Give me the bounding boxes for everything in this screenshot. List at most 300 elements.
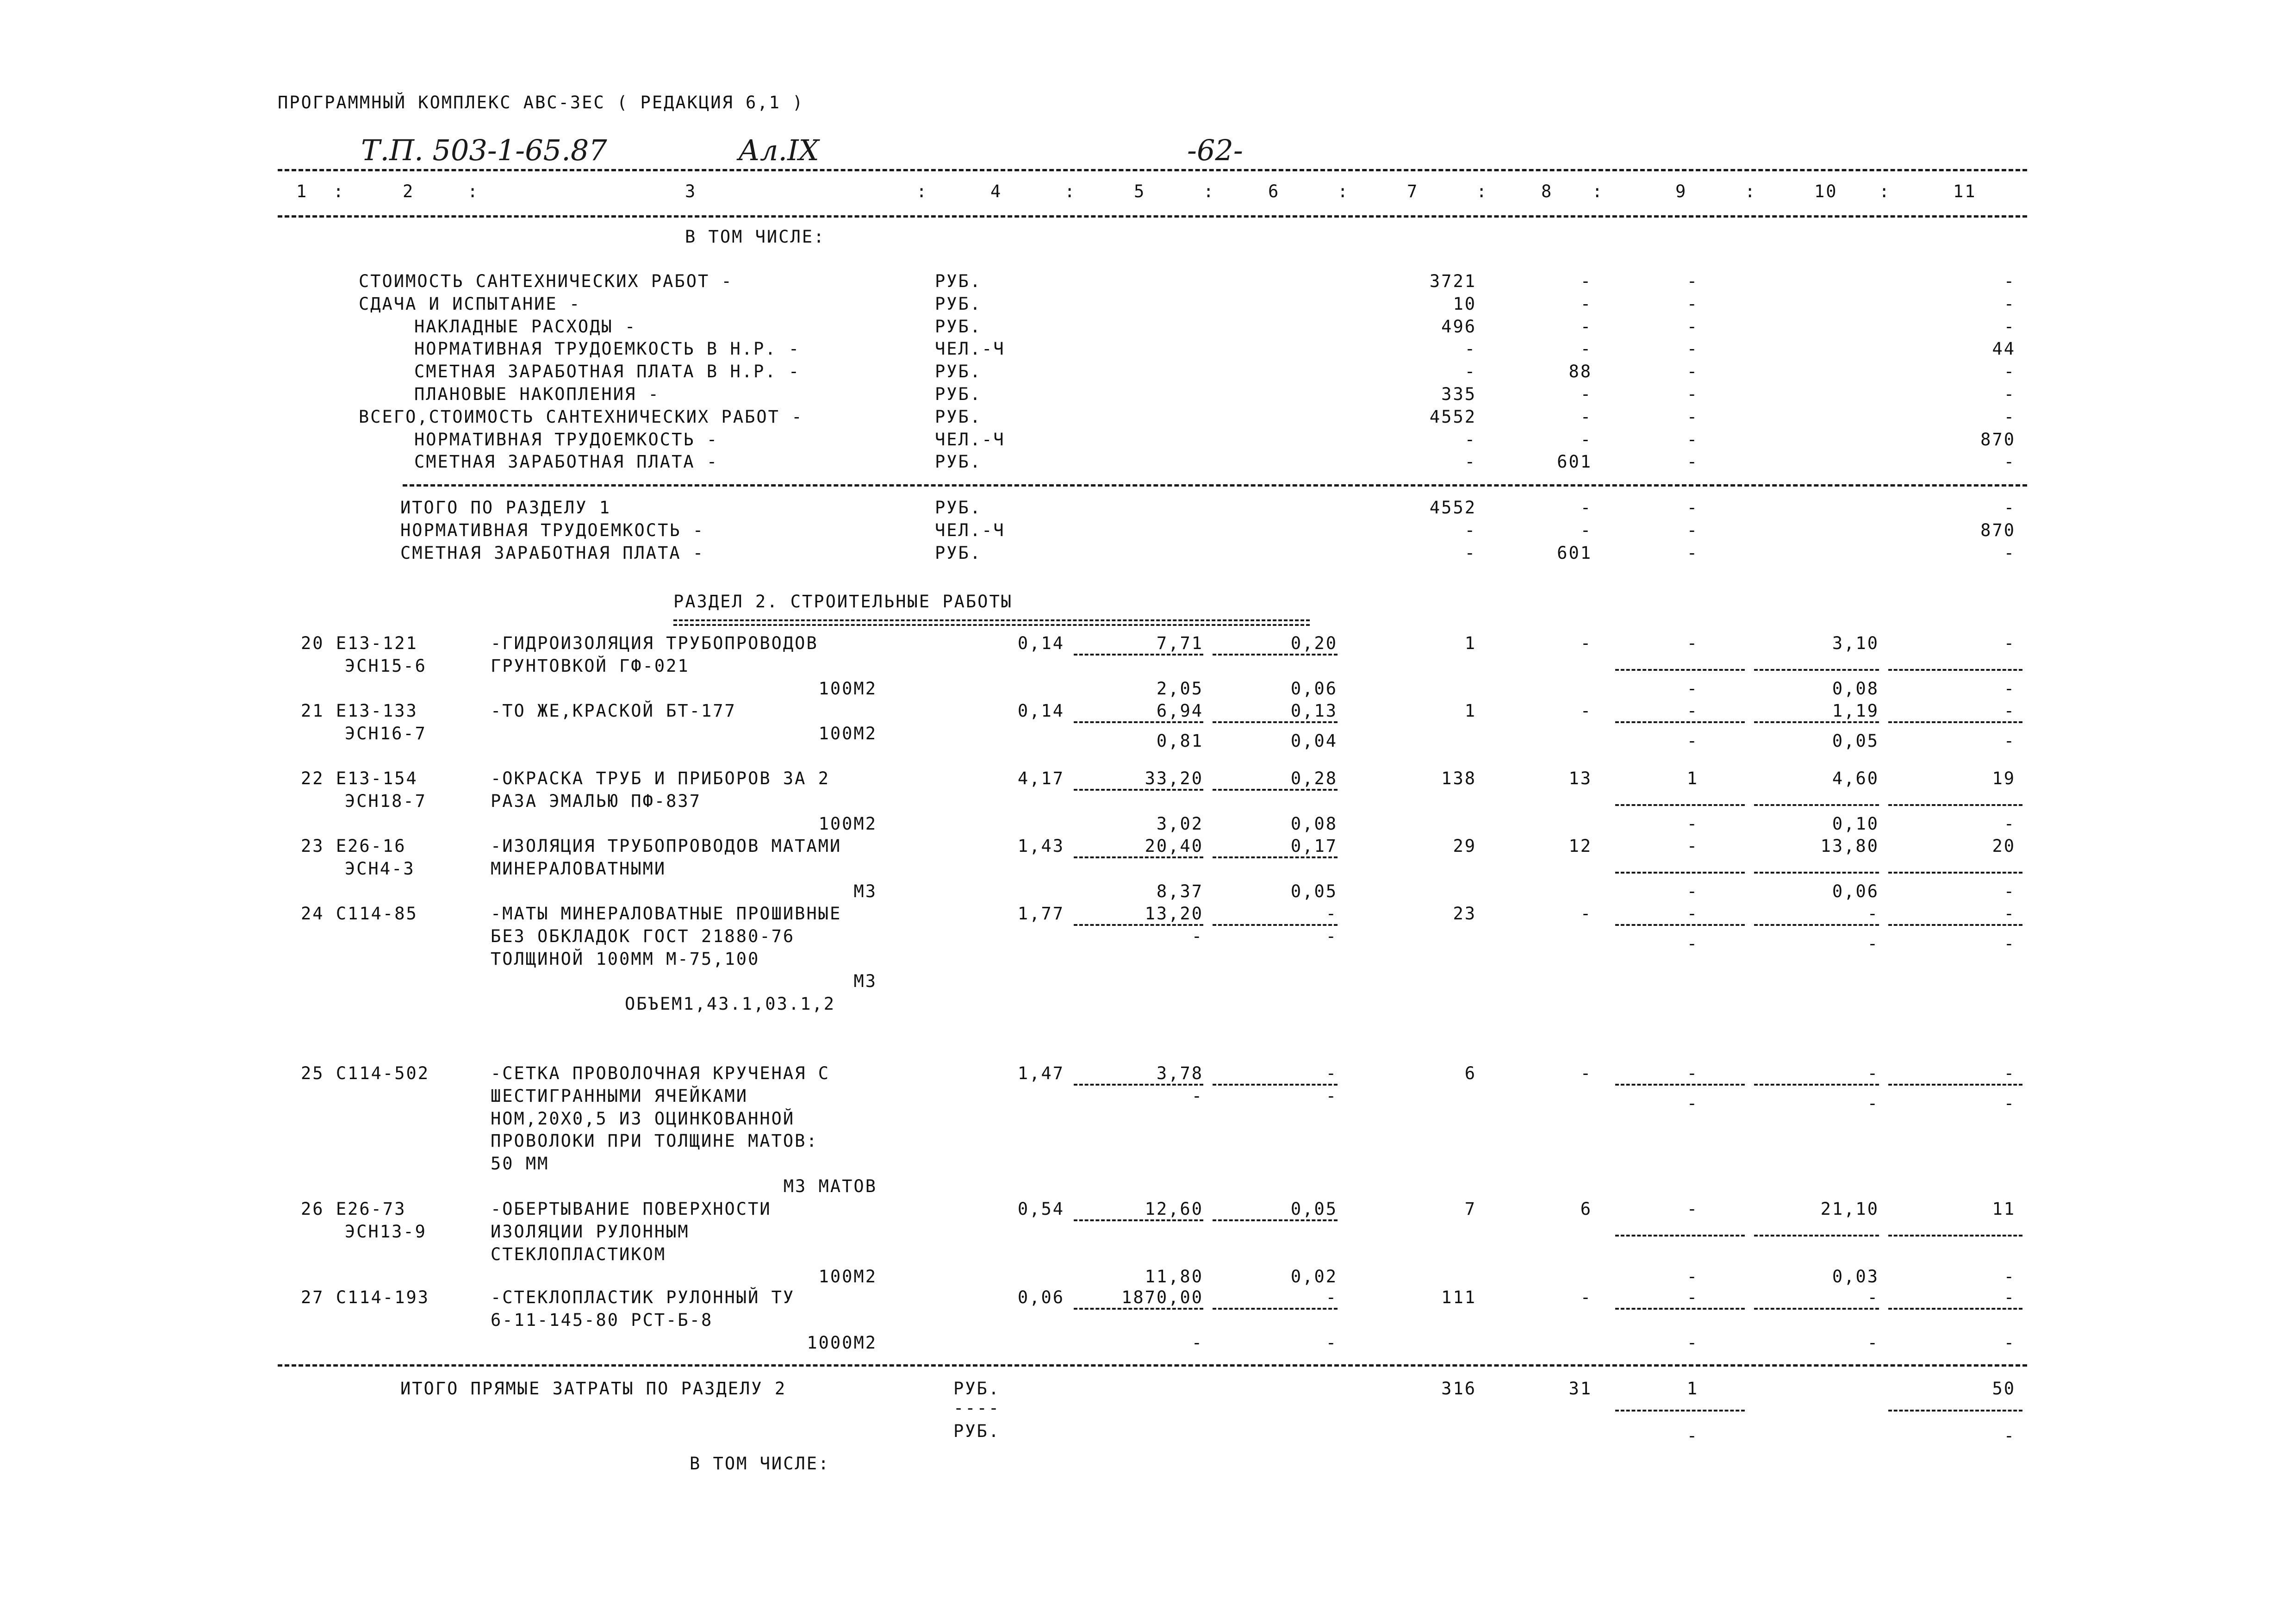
row-col7: - <box>1464 339 1476 359</box>
item-col5-secondary: - <box>1191 926 1203 946</box>
item-col8: - <box>1580 701 1592 721</box>
item-col7: 1 <box>1464 701 1476 721</box>
section2-total-unit: РУБ. <box>953 1379 1001 1399</box>
total-col9: - <box>1686 498 1699 518</box>
total-col8: 601 <box>1557 543 1592 563</box>
column-separator: : <box>1338 181 1350 201</box>
item-col10: 13,80 <box>1820 836 1879 856</box>
row-label: СДАЧА И ИСПЫТАНИЕ - <box>359 294 581 314</box>
item-unit: 100М2 <box>818 813 877 834</box>
item-col11-secondary: - <box>2004 881 2016 901</box>
item-description: -ОКРАСКА ТРУБ И ПРИБОРОВ ЗА 2 <box>491 768 830 788</box>
sub-rule-col9 <box>1615 1308 1745 1310</box>
item-col11: 20 <box>1992 836 2016 856</box>
item-description: -ГИДРОИЗОЛЯЦИЯ ТРУБОПРОВОДОВ <box>491 633 818 653</box>
item-col9-secondary: - <box>1686 881 1699 901</box>
column-header-11: 11 <box>1953 181 1977 201</box>
item-col6-secondary: 0,02 <box>1290 1267 1338 1287</box>
item-col5: 1870,00 <box>1121 1287 1203 1307</box>
item-col11: 19 <box>1992 768 2016 788</box>
item-col6-secondary: 0,04 <box>1290 731 1338 751</box>
row-unit: ЧЕЛ.-Ч <box>935 339 1005 359</box>
sub-rule-col10 <box>1754 669 1879 671</box>
sub-rule-col10 <box>1754 1235 1879 1237</box>
row-label: СТОИМОСТЬ САНТЕХНИЧЕСКИХ РАБОТ - <box>359 271 733 291</box>
item-col9: - <box>1686 1287 1699 1307</box>
item-col5: 12,60 <box>1145 1199 1203 1219</box>
item-col5: 3,78 <box>1156 1063 1203 1083</box>
column-separator: : <box>1592 181 1604 201</box>
item-description: БЕЗ ОБКЛАДОК ГОСТ 21880-76 <box>491 926 795 946</box>
sub-rule-col11 <box>1888 872 2022 874</box>
sub-rule-col5 <box>1074 1219 1203 1221</box>
item-description: -СЕТКА ПРОВОЛОЧНАЯ КРУЧЕНАЯ С <box>491 1063 830 1083</box>
total-col8: - <box>1580 520 1592 540</box>
sub-rule-col6 <box>1213 924 1338 926</box>
total-label: СМЕТНАЯ ЗАРАБОТНАЯ ПЛАТА - <box>400 543 705 563</box>
item-code: 27 С114-193 <box>301 1287 430 1307</box>
row-col7: 496 <box>1441 316 1476 337</box>
section2-total-col8: 31 <box>1568 1379 1592 1399</box>
column-header-8: 8 <box>1541 181 1553 201</box>
column-header-4: 4 <box>990 181 1002 201</box>
section2-total-rule <box>278 1364 2027 1367</box>
item-col10-secondary: 0,10 <box>1832 813 1879 834</box>
sub-rule-col10 <box>1754 804 1879 806</box>
item-col11-secondary: - <box>2004 1332 2016 1353</box>
item-code2: ЭСН18-7 <box>345 791 427 811</box>
item-col6: 0,17 <box>1290 836 1338 856</box>
item-col9: - <box>1686 701 1699 721</box>
column-separator: : <box>467 181 479 201</box>
column-header-10: 10 <box>1814 181 1838 201</box>
item-col7: 7 <box>1464 1199 1476 1219</box>
header-bottom-rule <box>278 215 2027 218</box>
row-col11: - <box>2004 294 2016 314</box>
sub-rule-col9 <box>1615 872 1745 874</box>
item-col5: 33,20 <box>1145 768 1203 788</box>
row-col9: - <box>1686 362 1699 382</box>
item-col9-secondary: - <box>1686 933 1699 954</box>
item-col4: 0,14 <box>1017 633 1064 653</box>
item-col6: - <box>1325 904 1338 924</box>
item-col11: 11 <box>1992 1199 2016 1219</box>
program-line: ПРОГРАММНЫЙ КОМПЛЕКС АВС-3ЕС ( РЕДАКЦИЯ 6,1 ) <box>278 93 804 112</box>
item-col10-secondary: - <box>1867 1332 1879 1353</box>
row-label: НОРМАТИВНАЯ ТРУДОЕМКОСТЬ В Н.Р. - <box>414 339 801 359</box>
row-col7: 335 <box>1441 384 1476 404</box>
item-col11-secondary: - <box>2004 1093 2016 1113</box>
item-col10-secondary: - <box>1867 933 1879 954</box>
item-col4: 4,17 <box>1017 768 1064 788</box>
total-col7: 4552 <box>1429 498 1476 518</box>
sub-rule-col9 <box>1615 721 1745 723</box>
item-col6: 0,05 <box>1290 1199 1338 1219</box>
item-col11-secondary: - <box>2004 731 2016 751</box>
item-col4: 1,77 <box>1017 904 1064 924</box>
total-col11: 870 <box>1980 520 2016 540</box>
item-col6-secondary: - <box>1325 1332 1338 1353</box>
row-unit: РУБ. <box>935 294 982 314</box>
item-code2: ЭСН13-9 <box>345 1221 427 1242</box>
row-col11: - <box>2004 452 2016 472</box>
item-col9: - <box>1686 836 1699 856</box>
item-col10-secondary: 0,06 <box>1832 881 1879 901</box>
sub-rule-col6 <box>1213 1084 1338 1086</box>
item-col5-secondary: 2,05 <box>1156 678 1203 699</box>
section2-total-rule-col11 <box>1888 1410 2022 1412</box>
item-col11-secondary: - <box>2004 1267 2016 1287</box>
sub-rule-col5 <box>1074 789 1203 791</box>
section2-total-col9: 1 <box>1686 1379 1699 1399</box>
row-col9: - <box>1686 384 1699 404</box>
row-unit: РУБ. <box>935 384 982 404</box>
total-col7: - <box>1464 520 1476 540</box>
row-col8: - <box>1580 406 1592 427</box>
header-top-rule <box>278 169 2027 171</box>
sub-rule-col9 <box>1615 1084 1745 1086</box>
row-col7: 4552 <box>1429 406 1476 427</box>
sub-rule-col5 <box>1074 924 1203 926</box>
column-separator: : <box>916 181 928 201</box>
item-col10-secondary: - <box>1867 1093 1879 1113</box>
item-col10: 4,60 <box>1832 768 1879 788</box>
section1-total-rule <box>403 484 2027 487</box>
sub-rule-col10 <box>1754 872 1879 874</box>
item-code2: ЭСН16-7 <box>345 723 427 743</box>
row-col8: - <box>1580 294 1592 314</box>
item-col5-secondary: - <box>1191 1332 1203 1353</box>
item-description: НОМ,20Х0,5 ИЗ ОЦИНКОВАННОЙ <box>491 1108 795 1129</box>
item-code: 25 С114-502 <box>301 1063 430 1083</box>
sub-rule-col5 <box>1074 1308 1203 1310</box>
item-description: ИЗОЛЯЦИИ РУЛОННЫМ <box>491 1221 690 1242</box>
item-col10-secondary: 0,05 <box>1832 731 1879 751</box>
item-col7: 29 <box>1453 836 1476 856</box>
section2-total-col9-secondary: - <box>1686 1426 1699 1446</box>
item-col6-secondary: 0,06 <box>1290 678 1338 699</box>
sub-rule-col9 <box>1615 1235 1745 1237</box>
section2-total-label: ИТОГО ПРЯМЫЕ ЗАТРАТЫ ПО РАЗДЕЛУ 2 <box>400 1379 787 1399</box>
row-unit: РУБ. <box>935 406 982 427</box>
row-col11: - <box>2004 316 2016 337</box>
sub-rule-col5 <box>1074 856 1203 858</box>
section2-total-col7: 316 <box>1441 1379 1476 1399</box>
item-description: ШЕСТИГРАННЫМИ ЯЧЕЙКАМИ <box>491 1086 748 1106</box>
page-number: -62- <box>1187 133 1243 167</box>
row-col7: - <box>1464 452 1476 472</box>
column-header-5: 5 <box>1134 181 1146 201</box>
sub-rule-col11 <box>1888 1084 2022 1086</box>
sub-rule-col10 <box>1754 721 1879 723</box>
item-col9: - <box>1686 904 1699 924</box>
column-header-9: 9 <box>1675 181 1687 201</box>
item-col10: 3,10 <box>1832 633 1879 653</box>
sub-rule-col6 <box>1213 1219 1338 1221</box>
sub-rule-col11 <box>1888 804 2022 806</box>
item-col8: 6 <box>1580 1199 1592 1219</box>
item-col5: 20,40 <box>1145 836 1203 856</box>
item-code: 22 Е13-154 <box>301 768 418 788</box>
column-header-7: 7 <box>1407 181 1419 201</box>
total-col7: - <box>1464 543 1476 563</box>
row-col9: - <box>1686 429 1699 450</box>
sub-rule-col6 <box>1213 654 1338 656</box>
item-col6: 0,13 <box>1290 701 1338 721</box>
row-col11: - <box>2004 271 2016 291</box>
sub-rule-col6 <box>1213 721 1338 723</box>
item-col8: - <box>1580 904 1592 924</box>
item-col10: - <box>1867 904 1879 924</box>
total-col8: - <box>1580 498 1592 518</box>
item-description: ПРОВОЛОКИ ПРИ ТОЛЩИНЕ МАТОВ: <box>491 1131 818 1151</box>
item-description: -МАТЫ МИНЕРАЛОВАТНЫЕ ПРОШИВНЫЕ <box>491 904 842 924</box>
item-description: -СТЕКЛОПЛАСТИК РУЛОННЫЙ ТУ <box>491 1287 795 1307</box>
row-col8: - <box>1580 271 1592 291</box>
item-col4: 0,14 <box>1017 701 1064 721</box>
item-col6-secondary: - <box>1325 1086 1338 1106</box>
item-col10-secondary: 0,08 <box>1832 678 1879 699</box>
item-description: ГРУНТОВКОЙ ГФ-021 <box>491 656 690 676</box>
item-volume: ОБЪЕМ1,43.1,03.1,2 <box>625 994 835 1014</box>
row-col9: - <box>1686 406 1699 427</box>
item-col9-secondary: - <box>1686 1267 1699 1287</box>
item-unit: М3 МАТОВ <box>783 1176 877 1196</box>
item-col7: 1 <box>1464 633 1476 653</box>
item-code: 21 Е13-133 <box>301 701 418 721</box>
section2-title-underline-2 <box>673 624 1310 626</box>
item-col7: 6 <box>1464 1063 1476 1083</box>
row-col9: - <box>1686 271 1699 291</box>
column-header-3: 3 <box>685 181 697 201</box>
item-col7: 23 <box>1453 904 1476 924</box>
total-label: НОРМАТИВНАЯ ТРУДОЕМКОСТЬ - <box>400 520 705 540</box>
row-label: НАКЛАДНЫЕ РАСХОДЫ - <box>414 316 637 337</box>
row-col7: - <box>1464 429 1476 450</box>
sub-rule-col5 <box>1074 721 1203 723</box>
item-description: РАЗА ЭМАЛЬЮ ПФ-837 <box>491 791 701 811</box>
column-separator: : <box>1203 181 1215 201</box>
total-unit: РУБ. <box>935 543 982 563</box>
item-unit: М3 <box>853 971 877 992</box>
row-col8: - <box>1580 339 1592 359</box>
row-col8: 88 <box>1568 362 1592 382</box>
section2-total-col11: 50 <box>1992 1379 2016 1399</box>
row-label: СМЕТНАЯ ЗАРАБОТНАЯ ПЛАТА - <box>414 452 719 472</box>
sub-rule-col9 <box>1615 804 1745 806</box>
section2-total-col11-secondary: - <box>2004 1426 2016 1446</box>
item-col11: - <box>2004 904 2016 924</box>
row-col9: - <box>1686 339 1699 359</box>
item-col5: 7,71 <box>1156 633 1203 653</box>
item-col9: - <box>1686 1199 1699 1219</box>
item-col10: 21,10 <box>1820 1199 1879 1219</box>
item-description: 6-11-145-80 РСТ-Б-8 <box>491 1310 713 1330</box>
sub-rule-col10 <box>1754 1084 1879 1086</box>
total-unit: РУБ. <box>935 498 982 518</box>
item-col10: - <box>1867 1287 1879 1307</box>
column-separator: : <box>1879 181 1891 201</box>
item-code2: ЭСН4-3 <box>345 858 415 879</box>
total-col11: - <box>2004 543 2016 563</box>
sub-rule-col10 <box>1754 924 1879 926</box>
item-code: 24 С114-85 <box>301 904 418 924</box>
column-separator: : <box>1476 181 1488 201</box>
row-col9: - <box>1686 294 1699 314</box>
section2-title-underline <box>673 619 1310 621</box>
item-col9-secondary: - <box>1686 678 1699 699</box>
including-label-2: В ТОМ ЧИСЛЕ: <box>690 1454 830 1474</box>
item-col10-secondary: 0,03 <box>1832 1267 1879 1287</box>
sub-rule-col11 <box>1888 1235 2022 1237</box>
item-col5-secondary: 3,02 <box>1156 813 1203 834</box>
sub-rule-col11 <box>1888 721 2022 723</box>
sub-rule-col6 <box>1213 856 1338 858</box>
row-col11: - <box>2004 362 2016 382</box>
item-col8: - <box>1580 633 1592 653</box>
total-unit: ЧЕЛ.-Ч <box>935 520 1005 540</box>
row-unit: РУБ. <box>935 362 982 382</box>
item-col9: - <box>1686 633 1699 653</box>
item-description: СТЕКЛОПЛАСТИКОМ <box>491 1244 666 1264</box>
item-col5: 6,94 <box>1156 701 1203 721</box>
column-separator: : <box>1745 181 1757 201</box>
item-col5-secondary: 0,81 <box>1156 731 1203 751</box>
section2-title: РАЗДЕЛ 2. СТРОИТЕЛЬНЫЕ РАБОТЫ <box>673 592 1013 612</box>
row-col11: - <box>2004 406 2016 427</box>
row-col8: 601 <box>1557 452 1592 472</box>
item-col11: - <box>2004 701 2016 721</box>
sub-rule-col5 <box>1074 1084 1203 1086</box>
item-col5: 13,20 <box>1145 904 1203 924</box>
row-label: СМЕТНАЯ ЗАРАБОТНАЯ ПЛАТА В Н.Р. - <box>414 362 801 382</box>
item-code2: ЭСН15-6 <box>345 656 427 676</box>
item-col9-secondary: - <box>1686 731 1699 751</box>
item-unit: 100М2 <box>818 678 877 699</box>
sub-rule-col11 <box>1888 669 2022 671</box>
total-label: ИТОГО ПО РАЗДЕЛУ 1 <box>400 498 611 518</box>
item-col4: 0,54 <box>1017 1199 1064 1219</box>
section2-total-unit-2: РУБ. <box>953 1421 1001 1441</box>
sub-rule-col6 <box>1213 789 1338 791</box>
sub-rule-col5 <box>1074 654 1203 656</box>
item-col9-secondary: - <box>1686 1093 1699 1113</box>
column-separator: : <box>1064 181 1076 201</box>
item-col4: 1,43 <box>1017 836 1064 856</box>
item-col6: 0,28 <box>1290 768 1338 788</box>
sub-rule-col10 <box>1754 1308 1879 1310</box>
row-col7: 10 <box>1453 294 1476 314</box>
doc-code: Т.П. 503-1-65.87 <box>361 133 607 167</box>
item-col7: 111 <box>1441 1287 1476 1307</box>
item-col4: 0,06 <box>1017 1287 1064 1307</box>
item-description: МИНЕРАЛОВАТНЫМИ <box>491 858 666 879</box>
row-unit: РУБ. <box>935 316 982 337</box>
sub-rule-col11 <box>1888 924 2022 926</box>
item-code: 23 Е26-16 <box>301 836 406 856</box>
sub-rule-col9 <box>1615 669 1745 671</box>
row-col8: - <box>1580 384 1592 404</box>
item-code: 20 Е13-121 <box>301 633 418 653</box>
sub-rule-col11 <box>1888 1308 2022 1310</box>
item-col8: - <box>1580 1287 1592 1307</box>
item-col11: - <box>2004 1063 2016 1083</box>
sub-rule-col9 <box>1615 924 1745 926</box>
row-label: ПЛАНОВЫЕ НАКОПЛЕНИЯ - <box>414 384 660 404</box>
item-col5-secondary: 11,80 <box>1145 1267 1203 1287</box>
item-col9: - <box>1686 1063 1699 1083</box>
row-unit: РУБ. <box>935 452 982 472</box>
sub-rule-col6 <box>1213 1308 1338 1310</box>
row-col7: - <box>1464 362 1476 382</box>
item-col5-secondary: 8,37 <box>1156 881 1203 901</box>
row-unit: РУБ. <box>935 271 982 291</box>
column-separator: : <box>333 181 345 201</box>
item-col11-secondary: - <box>2004 933 2016 954</box>
total-col9: - <box>1686 543 1699 563</box>
section2-total-rule-col9 <box>1615 1410 1745 1412</box>
row-col7: 3721 <box>1429 271 1476 291</box>
item-col6: - <box>1325 1287 1338 1307</box>
row-col8: - <box>1580 429 1592 450</box>
item-col8: 12 <box>1568 836 1592 856</box>
item-col6: - <box>1325 1063 1338 1083</box>
item-col11-secondary: - <box>2004 813 2016 834</box>
item-unit: 100М2 <box>818 723 877 743</box>
item-col6-secondary: - <box>1325 926 1338 946</box>
item-description: 50 ММ <box>491 1154 549 1174</box>
item-col10: 1,19 <box>1832 701 1879 721</box>
row-col11: 870 <box>1980 429 2016 450</box>
item-col9-secondary: - <box>1686 1332 1699 1353</box>
item-unit: 1000М2 <box>807 1332 877 1353</box>
item-col5-secondary: - <box>1191 1086 1203 1106</box>
item-unit: 100М2 <box>818 1267 877 1287</box>
item-col8: - <box>1580 1063 1592 1083</box>
row-col8: - <box>1580 316 1592 337</box>
column-header-2: 2 <box>403 181 415 201</box>
row-label: НОРМАТИВНАЯ ТРУДОЕМКОСТЬ - <box>414 429 719 450</box>
total-col9: - <box>1686 520 1699 540</box>
item-col8: 13 <box>1568 768 1592 788</box>
item-description: -ОБЕРТЫВАНИЕ ПОВЕРХНОСТИ <box>491 1199 772 1219</box>
column-header-6: 6 <box>1268 181 1280 201</box>
including-label-1: В ТОМ ЧИСЛЕ: <box>685 227 826 247</box>
section2-total-unit-rule: ---- <box>953 1398 1001 1418</box>
row-unit: ЧЕЛ.-Ч <box>935 429 1005 450</box>
item-col9-secondary: - <box>1686 813 1699 834</box>
row-col9: - <box>1686 452 1699 472</box>
item-col6-secondary: 0,05 <box>1290 881 1338 901</box>
item-col9: 1 <box>1686 768 1699 788</box>
item-description: -ИЗОЛЯЦИЯ ТРУБОПРОВОДОВ МАТАМИ <box>491 836 842 856</box>
item-col6-secondary: 0,08 <box>1290 813 1338 834</box>
item-col6: 0,20 <box>1290 633 1338 653</box>
item-unit: М3 <box>853 881 877 901</box>
row-col9: - <box>1686 316 1699 337</box>
row-col11: - <box>2004 384 2016 404</box>
item-code: 26 Е26-73 <box>301 1199 406 1219</box>
item-description: ТОЛЩИНОЙ 100ММ М-75,100 <box>491 949 760 969</box>
item-col4: 1,47 <box>1017 1063 1064 1083</box>
row-label: ВСЕГО,СТОИМОСТЬ САНТЕХНИЧЕСКИХ РАБОТ - <box>359 406 803 427</box>
item-col10: - <box>1867 1063 1879 1083</box>
item-col11: - <box>2004 1287 2016 1307</box>
album-number: Ал.IX <box>738 133 819 167</box>
total-col11: - <box>2004 498 2016 518</box>
item-col11-secondary: - <box>2004 678 2016 699</box>
item-col7: 138 <box>1441 768 1476 788</box>
